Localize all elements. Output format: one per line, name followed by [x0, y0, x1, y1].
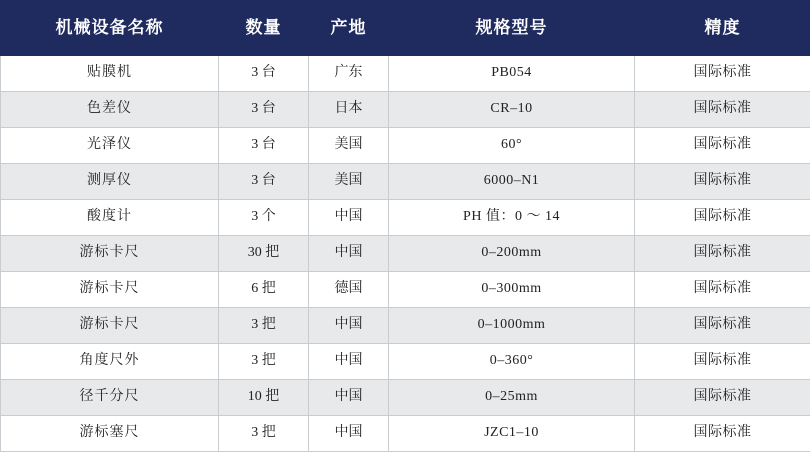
table-header: [1, 1, 810, 56]
table-row: [1, 308, 810, 344]
table-row: [1, 272, 810, 308]
cell-origin: 中国: [309, 380, 389, 416]
cell-spec: JZC1–10: [389, 416, 635, 452]
cell-origin: 美国: [309, 164, 389, 200]
cell-name: 游标塞尺: [1, 416, 219, 452]
cell-quantity: 3 台: [219, 164, 309, 200]
cell-origin: 日本: [309, 92, 389, 128]
cell-accuracy: 国际标准: [635, 236, 810, 272]
cell-accuracy: 国际标准: [635, 128, 810, 164]
cell-accuracy: 国际标准: [635, 380, 810, 416]
cell-name: 径千分尺: [1, 380, 219, 416]
table-row: [1, 344, 810, 380]
cell-spec: 0–360°: [389, 344, 635, 380]
cell-quantity: 6 把: [219, 272, 309, 308]
cell-name: 游标卡尺: [1, 236, 219, 272]
cell-accuracy: 国际标准: [635, 164, 810, 200]
cell-quantity: 30 把: [219, 236, 309, 272]
cell-quantity: 3 把: [219, 308, 309, 344]
cell-spec: PB054: [389, 56, 635, 92]
table-row: [1, 416, 810, 452]
cell-origin: 中国: [309, 308, 389, 344]
cell-origin: 中国: [309, 200, 389, 236]
column-header-spec: 规格型号: [389, 1, 635, 56]
cell-quantity: 3 台: [219, 128, 309, 164]
cell-accuracy: 国际标准: [635, 272, 810, 308]
cell-accuracy: 国际标准: [635, 416, 810, 452]
column-header-accuracy: 精度: [635, 1, 810, 56]
cell-quantity: 3 个: [219, 200, 309, 236]
table-row: [1, 164, 810, 200]
table-row: [1, 200, 810, 236]
cell-spec: 60°: [389, 128, 635, 164]
cell-name: 角度尺外: [1, 344, 219, 380]
cell-origin: 中国: [309, 416, 389, 452]
cell-origin: 广东: [309, 56, 389, 92]
table-row: [1, 92, 810, 128]
cell-spec: 0–25mm: [389, 380, 635, 416]
cell-spec: CR–10: [389, 92, 635, 128]
table-body: [1, 56, 810, 452]
cell-quantity: 3 把: [219, 416, 309, 452]
table-row: [1, 56, 810, 92]
cell-spec: 0–1000mm: [389, 308, 635, 344]
cell-accuracy: 国际标准: [635, 56, 810, 92]
column-header-name: 机械设备名称: [1, 1, 219, 56]
cell-name: 游标卡尺: [1, 272, 219, 308]
cell-name: 光泽仪: [1, 128, 219, 164]
cell-origin: 中国: [309, 344, 389, 380]
cell-quantity: 3 台: [219, 92, 309, 128]
cell-name: 贴膜机: [1, 56, 219, 92]
column-header-quantity: 数量: [219, 1, 309, 56]
cell-quantity: 10 把: [219, 380, 309, 416]
cell-name: 测厚仪: [1, 164, 219, 200]
cell-origin: 中国: [309, 236, 389, 272]
cell-accuracy: 国际标准: [635, 200, 810, 236]
cell-spec: 0–300mm: [389, 272, 635, 308]
cell-origin: 德国: [309, 272, 389, 308]
cell-quantity: 3 台: [219, 56, 309, 92]
cell-accuracy: 国际标准: [635, 92, 810, 128]
cell-accuracy: 国际标准: [635, 344, 810, 380]
table-row: [1, 236, 810, 272]
cell-name: 酸度计: [1, 200, 219, 236]
cell-quantity: 3 把: [219, 344, 309, 380]
table-header-row: [1, 1, 810, 56]
cell-spec: 6000–N1: [389, 164, 635, 200]
table-row: [1, 380, 810, 416]
table-row: [1, 128, 810, 164]
cell-accuracy: 国际标准: [635, 308, 810, 344]
cell-origin: 美国: [309, 128, 389, 164]
column-header-origin: 产地: [309, 1, 389, 56]
cell-spec: 0–200mm: [389, 236, 635, 272]
cell-name: 游标卡尺: [1, 308, 219, 344]
cell-spec: PH 值：0 ～ 14: [389, 200, 635, 236]
cell-name: 色差仪: [1, 92, 219, 128]
